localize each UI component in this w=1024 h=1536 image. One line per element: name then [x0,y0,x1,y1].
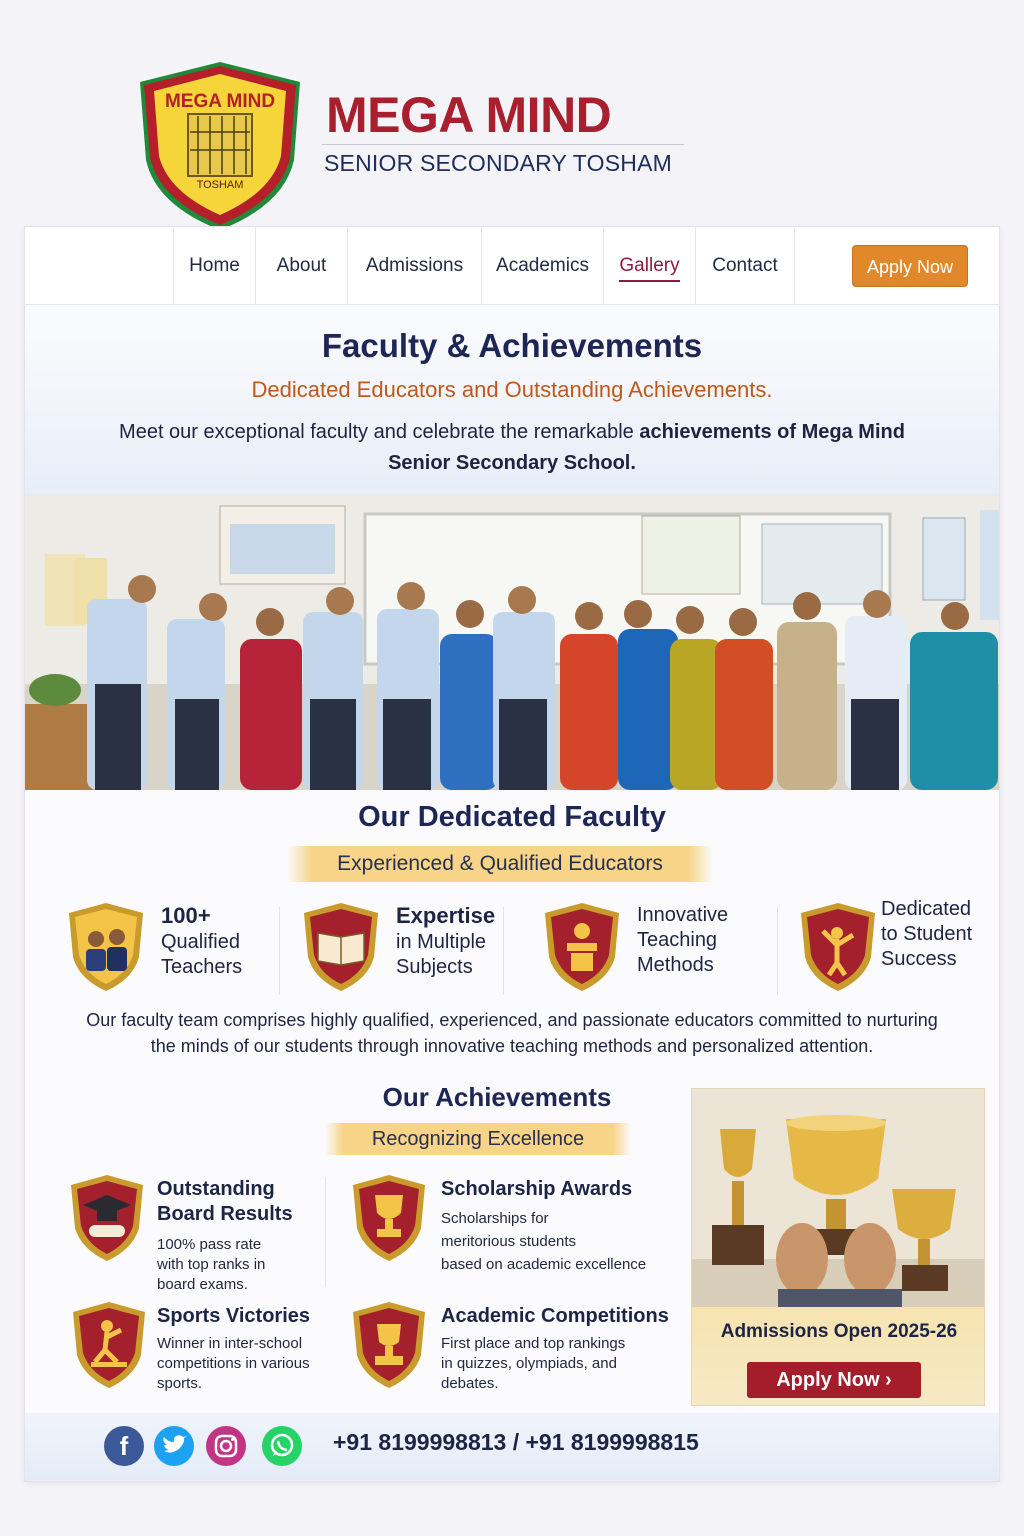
student-success-icon [797,901,879,993]
book-icon [300,901,382,993]
sports-icon [69,1300,149,1390]
svg-text:TOSHAM: TOSHAM [196,179,244,191]
trophies-image [692,1089,985,1307]
contact-footer [25,1413,999,1481]
nav-item-admissions[interactable]: Admissions [347,227,481,304]
svg-text:f: f [119,1431,129,1461]
promo-apply-button[interactable]: Apply Now › [747,1362,921,1398]
nav-item-academics[interactable]: Academics [481,227,603,304]
faculty-description: Our faculty team comprises highly qualified, experienced, and passionate educators committed to nurturing the minds of our students through innovative teaching methods and personalized attention. [86,1010,938,1056]
apply-now-button[interactable]: Apply Now [852,245,968,287]
teachers-icon [65,901,147,993]
achievement-divider [325,1177,326,1287]
svg-text:MEGA MIND: MEGA MIND [164,91,276,112]
achievement-scholarship-awards: Scholarship Awards Scholarships for meritorious students based on academic excellence [349,1173,679,1293]
faculty-ribbon: Experienced & Qualified Educators [287,846,713,882]
achievement-board-results: Outstanding Board Results 100% pass rate with top ranks in board exams. [67,1173,327,1293]
content-card [24,226,1000,1482]
site-header [0,0,1024,226]
achievement-sports-victories: Sports Victories Winner in inter-school competitions in various sports. [69,1300,339,1410]
intro-text: Meet our exceptional faculty and celebrate the remarkable achievements of Mega Mind Senior Secondary School. [119,421,905,474]
feature-divider [279,907,280,995]
page-tagline: Dedicated Educators and Outstanding Achievements. [251,377,773,402]
faculty-group-photo [25,494,999,790]
nav-item-contact[interactable]: Contact [695,227,795,304]
whatsapp-icon[interactable] [261,1425,303,1467]
brand-title: MEGA MIND [326,87,612,143]
nav-item-home[interactable]: Home [173,227,255,304]
nav-item-gallery[interactable]: Gallery [603,227,695,304]
school-crest-logo[interactable] [134,60,306,232]
feature-divider [777,907,778,995]
contact-phone[interactable]: +91 8199998813 / +91 8199998815 [333,1429,699,1455]
cup-icon [349,1300,429,1390]
promo-band [692,1307,985,1406]
faculty-section-title: Our Dedicated Faculty [358,801,666,833]
trophy-icon [349,1173,429,1263]
facebook-icon[interactable] [103,1425,145,1467]
brand-subtitle: SENIOR SECONDARY TOSHAM [324,150,672,176]
feature-qualified-teachers: 100+ Qualified Teachers [65,899,275,999]
achievements-section-title: Our Achievements [382,1082,612,1112]
twitter-icon[interactable] [153,1425,195,1467]
achievements-ribbon: Recognizing Excellence [325,1123,631,1155]
admissions-promo-card [691,1088,985,1406]
page-title: Faculty & Achievements [321,327,703,364]
nav-item-about[interactable]: About [255,227,347,304]
feature-divider [503,907,504,995]
podium-icon [541,901,623,993]
feature-innovative-teaching: Innovative Teaching Methods [541,899,761,999]
feature-expertise: Expertise in Multiple Subjects [300,899,510,999]
instagram-icon[interactable] [205,1425,247,1467]
brand-divider [322,144,684,145]
achievement-academic-competitions: Academic Competitions First place and top rankings in quizzes, olympiads, and debates. [349,1300,679,1410]
promo-title: Admissions Open 2025-26 [720,1321,958,1342]
main-nav [25,227,999,305]
feature-student-success: Dedicated to Student Success [797,899,997,999]
graduation-cap-icon [67,1173,147,1263]
